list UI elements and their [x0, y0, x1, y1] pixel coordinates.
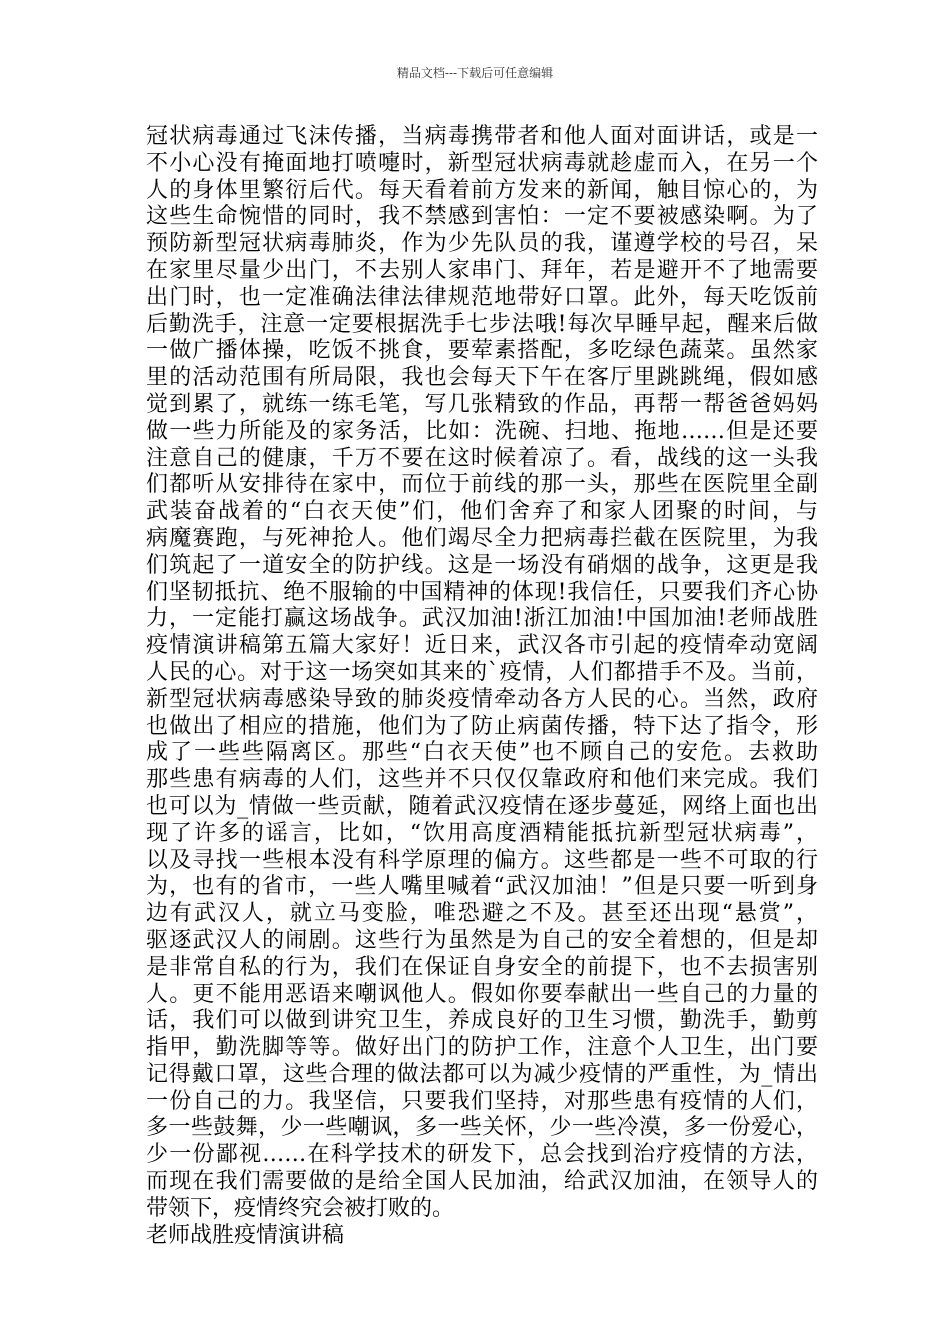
paragraph-line: 带领下，疫情终究会被打败的。	[146, 1195, 455, 1221]
paragraph-line: 人民的心。对于这一场突如其来的`疫情，人们都措手不及。当前，	[146, 659, 818, 685]
page-header: 精品文档---下载后可任意编辑	[396, 66, 554, 80]
paragraph-line: 指甲，勤洗脚等等。做好出门的防护工作，注意个人卫生，出门要	[146, 1035, 818, 1061]
paragraph-line: 为，也有的省市，一些人嘴里喊着“武汉加油！”但是只要一听到身	[146, 874, 818, 900]
paragraph-line: 武装奋战着的“白衣天使”们，他们舍弃了和家人团聚的时间，与	[146, 499, 818, 525]
paragraph-line: 人。更不能用恶语来嘲讽他人。假如你要奉献出一些自己的力量的	[146, 981, 818, 1007]
paragraph-line: 注意自己的健康，千万不要在这时候着凉了。看，战线的这一头我	[146, 445, 818, 471]
paragraph-line: 病魔赛跑，与死神抢人。他们竭尽全力把病毒拦截在医院里，为我	[146, 525, 818, 551]
closing-title: 老师战胜疫情演讲稿	[146, 1222, 345, 1248]
paragraph-line: 多一些鼓舞，少一些嘲讽，多一些关怀，少一些冷漠，多一份爱心，	[146, 1115, 818, 1141]
paragraph-line: 也可以为_情做一些贡献，随着武汉疫情在逐步蔓延，网络上面也出	[146, 793, 818, 819]
paragraph-line: 也做出了相应的措施，他们为了防止病菌传播，特下达了指令，形	[146, 713, 818, 739]
paragraph-line: 而现在我们需要做的是给全国人民加油，给武汉加油，在领导人的	[146, 1169, 818, 1195]
paragraph-line: 话，我们可以做到讲究卫生，养成良好的卫生习惯，勤洗手，勤剪	[146, 1008, 818, 1034]
paragraph-line: 一份自己的力。我坚信，只要我们坚持，对那些患有疫情的人们，	[146, 1088, 818, 1114]
paragraph-line: 做一些力所能及的家务活，比如：洗碗、扫地、拖地……但是还要	[146, 418, 818, 444]
paragraph-line: 们筑起了一道安全的防护线。这是一场没有硝烟的战争，这更是我	[146, 552, 818, 578]
paragraph-line: 新型冠状病毒感染导致的肺炎疫情牵动各方人民的心。当然，政府	[146, 686, 818, 712]
paragraph-line: 在家里尽量少出门，不去别人家串门、拜年，若是避开不了地需要	[146, 257, 818, 283]
document-body	[146, 124, 818, 1249]
paragraph-line: 后勤洗手，注意一定要根据洗手七步法哦!每次早睡早起，醒来后做	[146, 311, 818, 337]
paragraph-line: 这些生命惋惜的同时，我不禁感到害怕：一定不要被感染啊。为了	[146, 204, 818, 230]
paragraph-line: 不小心没有掩面地打喷嚏时，新型冠状病毒就趁虚而入，在另一个	[146, 150, 818, 176]
paragraph-line: 是非常自私的行为，我们在保证自身安全的前提下，也不去损害别	[146, 954, 818, 980]
paragraph-line: 记得戴口罩，这些合理的做法都可以为减少疫情的严重性，为_情出	[146, 1061, 818, 1087]
paragraph-line: 驱逐武汉人的闹剧。这些行为虽然是为自己的安全着想的，但是却	[146, 927, 818, 953]
paragraph-line: 那些患有病毒的人们，这些并不只仅仅靠政府和他们来完成。我们	[146, 767, 818, 793]
paragraph-line: 冠状病毒通过飞沫传播，当病毒携带者和他人面对面讲话，或是一	[146, 124, 818, 149]
paragraph-line: 觉到累了，就练一练毛笔，写几张精致的作品，再帮一帮爸爸妈妈	[146, 391, 818, 417]
paragraph-line: 疫情演讲稿第五篇大家好！近日来，武汉各市引起的疫情牵动宽阔	[146, 633, 818, 659]
paragraph-line: 现了许多的谣言，比如，“饮用高度酒精能抵抗新型冠状病毒”，	[146, 820, 818, 846]
paragraph-line: 成了一些些隔离区。那些“白衣天使”也不顾自己的安危。去救助	[146, 740, 818, 766]
paragraph-line: 力，一定能打赢这场战争。武汉加油!浙江加油!中国加油!老师战胜	[146, 606, 818, 632]
paragraph-line: 们坚韧抵抗、绝不服输的中国精神的体现!我信任，只要我们齐心协	[146, 579, 818, 605]
paragraph-line: 边有武汉人，就立马变脸，唯恐避之不及。甚至还出现“悬赏”，	[146, 901, 818, 927]
paragraph-line: 预防新型冠状病毒肺炎，作为少先队员的我，谨遵学校的号召，呆	[146, 231, 818, 257]
paragraph-line: 以及寻找一些根本没有科学原理的偏方。这些都是一些不可取的行	[146, 847, 818, 873]
paragraph-line: 出门时，也一定准确法律法律规范地带好口罩。此外，每天吃饭前	[146, 284, 818, 310]
paragraph-line: 里的活动范围有所局限，我也会每天下午在客厅里跳跳绳，假如感	[146, 365, 818, 391]
paragraph-line: 人的身体里繁衍后代。每天看着前方发来的新闻，触目惊心的，为	[146, 177, 818, 203]
paragraph-line: 们都听从安排待在家中，而位于前线的那一头，那些在医院里全副	[146, 472, 818, 498]
paragraph-line: 少一份鄙视……在科学技术的研发下，总会找到治疗疫情的方法，	[146, 1142, 818, 1168]
paragraph-line: 一做广播体操，吃饭不挑食，要荤素搭配，多吃绿色蔬菜。虽然家	[146, 338, 818, 364]
